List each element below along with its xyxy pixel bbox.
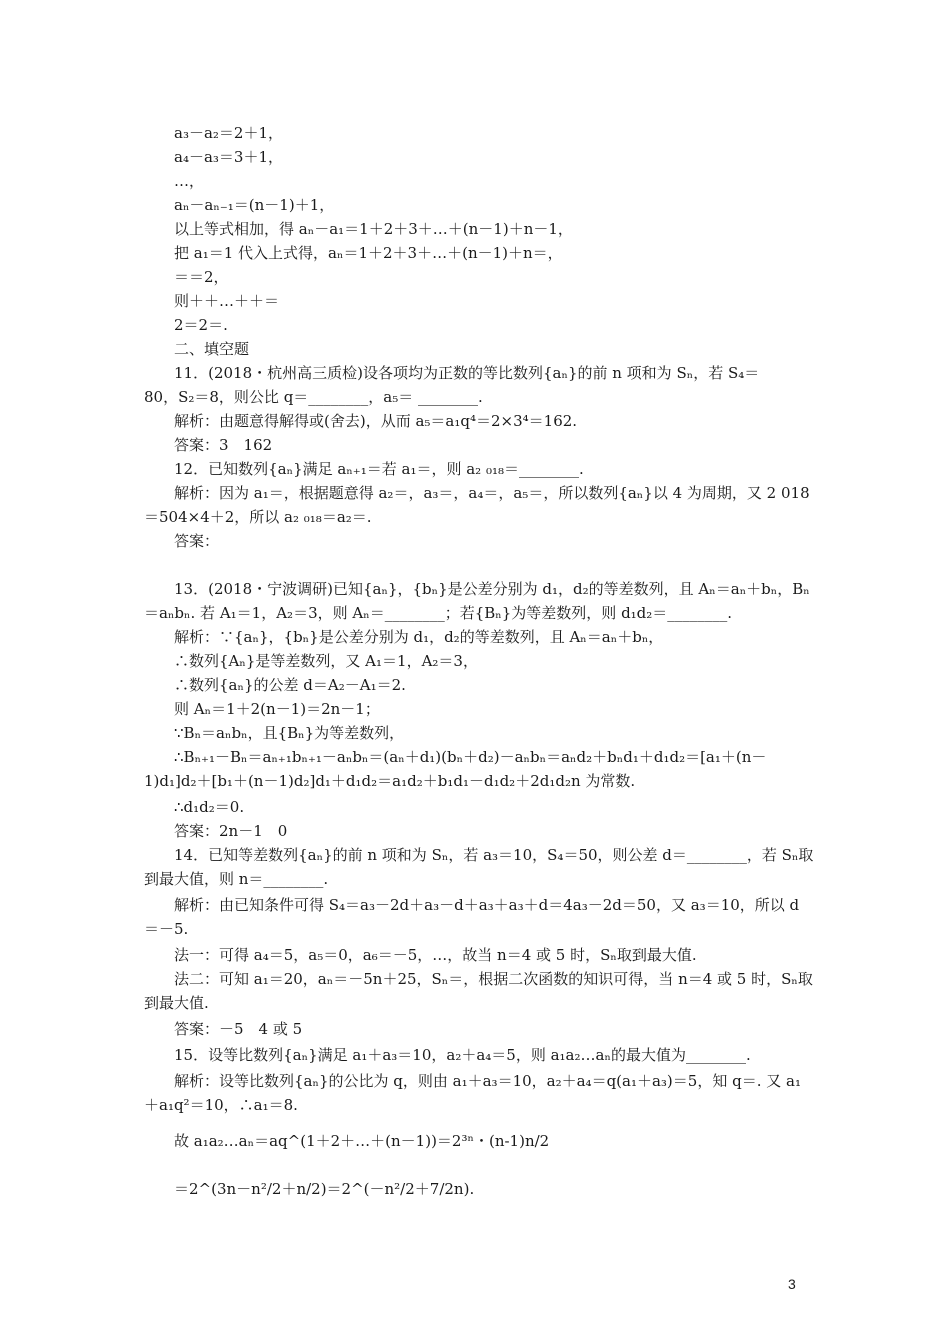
text-line: ＋a₁q²＝10，∴a₁＝8. <box>144 1096 298 1114</box>
text-line: 以上等式相加，得 aₙ－a₁＝1＋2＋3＋…＋(n－1)＋n－1， <box>174 220 573 238</box>
problem-14: 14．已知等差数列{aₙ}的前 n 项和为 Sₙ，若 a₃＝10，S₄＝50，则公差 d＝________，若 Sₙ取 <box>174 846 814 864</box>
answer-line: 答案：－5 4 或 5 <box>174 1020 303 1038</box>
formula-line: ＝2^(3n－n²/2＋n/2)＝2^(－n²/2＋7/2n). <box>174 1180 475 1198</box>
formula-line: 故 a₁a₂…aₙ＝aq^(1＋2＋…＋(n－1))＝2³ⁿ・(n-1)n/2 <box>174 1132 550 1150</box>
text-line: 80，S₂＝8，则公比 q＝________，a₅＝ ________. <box>144 388 483 406</box>
text-line: ∴数列{aₙ}的公差 d＝A₂－A₁＝2. <box>174 676 406 694</box>
text-line: a₃－a₂＝2＋1， <box>174 124 283 142</box>
text-line: ∴数列{Aₙ}是等差数列，又 A₁＝1，A₂＝3， <box>174 652 478 670</box>
text-line: 解析：由题意得解得或(舍去)，从而 a₅＝a₁q⁴＝2×3⁴＝162. <box>174 412 578 430</box>
text-line: 则＋＋…＋＋＝ <box>174 292 280 310</box>
text-line: a₄－a₃＝3＋1， <box>174 148 283 166</box>
problem-12: 12．已知数列{aₙ}满足 aₙ₊₁＝若 a₁＝，则 a₂ ₀₁₈＝________. <box>174 460 584 478</box>
text-line: 把 a₁＝1 代入上式得，aₙ＝1＋2＋3＋…＋(n－1)＋n＝， <box>174 244 563 262</box>
page-number: 3 <box>788 1276 796 1292</box>
text-line: aₙ－aₙ₋₁＝(n－1)＋1， <box>174 196 335 214</box>
answer-line: 答案：3 162 <box>174 436 273 454</box>
text-line: 则 Aₙ＝1＋2(n－1)＝2n－1； <box>174 700 380 718</box>
text-line: ＝aₙbₙ. 若 A₁＝1，A₂＝3，则 Aₙ＝________；若{Bₙ}为等差数列，则 d₁d₂＝________. <box>144 604 733 622</box>
text-line: 1)d₁]d₂＋[b₁＋(n－1)d₂]d₁＋d₁d₂＝a₁d₂＋b₁d₁－d₁d₂＋2d₁d₂n 为常数. <box>144 772 636 790</box>
text-line: ＝504×4＋2，所以 a₂ ₀₁₈＝a₂＝. <box>144 508 372 526</box>
problem-13: 13．(2018・宁波调研)已知{aₙ}，{bₙ}是公差分别为 d₁，d₂的等差数列，且 Aₙ＝aₙ＋bₙ，Bₙ <box>174 580 810 598</box>
problem-11: 11．(2018・杭州高三质检)设各项均为正数的等比数列{aₙ}的前 n 项和为 Sₙ，若 S₄＝ <box>174 364 760 382</box>
text-line: ∴d₁d₂＝0. <box>174 798 245 816</box>
answer-line: 答案：2n－1 0 <box>174 822 288 840</box>
problem-15: 15．设等比数列{aₙ}满足 a₁＋a₃＝10，a₂＋a₄＝5，则 a₁a₂…aₙ的最大值为________. <box>174 1046 751 1064</box>
text-line: 法一：可得 a₄＝5，a₅＝0，a₆＝－5，…，故当 n＝4 或 5 时，Sₙ取到最大值. <box>174 946 697 964</box>
text-line: 解析：∵{aₙ}，{bₙ}是公差分别为 d₁，d₂的等差数列，且 Aₙ＝aₙ＋bₙ， <box>174 628 664 646</box>
text-line: 解析：由已知条件可得 S₄＝a₃－2d＋a₃－d＋a₃＋a₃＋d＝4a₃－2d＝50，又 a₃＝10，所以 d <box>174 896 800 914</box>
text-line: ∵Bₙ＝aₙbₙ，且{Bₙ}为等差数列， <box>174 724 405 742</box>
text-line: 2＝2＝. <box>174 316 228 334</box>
text-line: ＝－5. <box>144 920 189 938</box>
text-line: 解析：设等比数列{aₙ}的公比为 q，则由 a₁＋a₃＝10，a₂＋a₄＝q(a₁＋a₃)＝5，知 q＝. 又 a₁ <box>174 1072 801 1090</box>
text-line: 到最大值. <box>144 994 209 1012</box>
text-line: 法二：可知 a₁＝20，aₙ＝－5n＋25，Sₙ＝，根据二次函数的知识可得，当 n＝4 或 5 时，Sₙ取 <box>174 970 813 988</box>
text-line: ＝＝2， <box>174 268 229 286</box>
section-heading: 二、填空题 <box>174 340 250 358</box>
text-line: 到最大值，则 n＝________. <box>144 870 329 888</box>
text-line: 解析：因为 a₁＝，根据题意得 a₂＝，a₃＝，a₄＝，a₅＝，所以数列{aₙ}以 4 为周期，又 2 018 <box>174 484 810 502</box>
text-line: …， <box>174 172 205 190</box>
text-line: ∴Bₙ₊₁－Bₙ＝aₙ₊₁bₙ₊₁－aₙbₙ＝(aₙ＋d₁)(bₙ＋d₂)－aₙbₙ＝aₙd₂＋bₙd₁＋d₁d₂＝[a₁＋(n－ <box>174 748 767 766</box>
answer-line: 答案： <box>174 532 220 550</box>
